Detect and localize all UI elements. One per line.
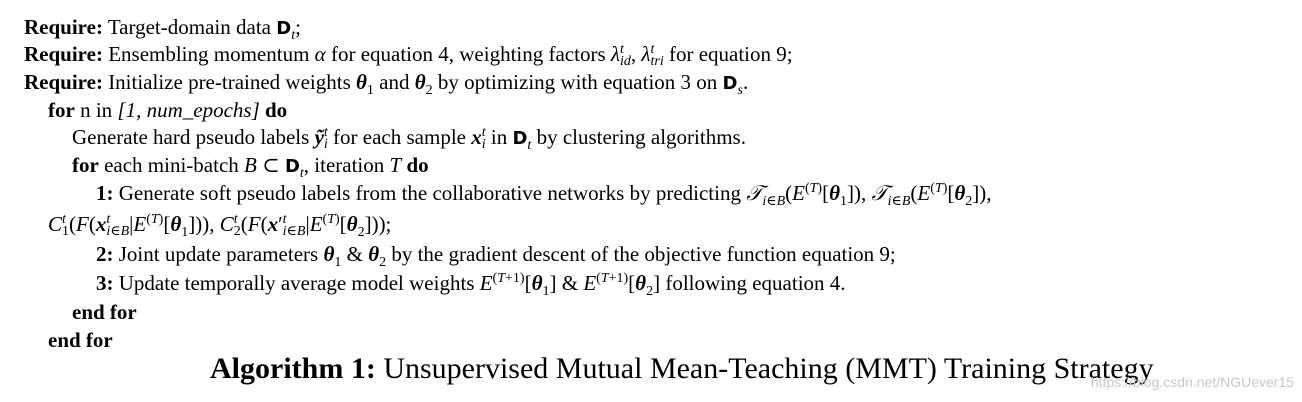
inner-for-line — [72, 152, 429, 180]
require-text: for equation 4, weighting factors — [325, 42, 611, 66]
caption-label: Algorithm 1: — [210, 352, 376, 385]
step-1-continuation — [48, 211, 392, 241]
y-tilde-symbol: ỹ — [314, 125, 324, 149]
punct: ; — [295, 15, 301, 39]
step-text: in — [485, 125, 513, 149]
lambda-symbol: λ — [641, 42, 651, 66]
theta-symbol: θ — [323, 242, 335, 266]
require-line-2 — [24, 41, 793, 68]
blackboard-d-symbol: D — [512, 128, 528, 149]
caption-title: Unsupervised Mutual Mean-Teaching (MMT) Training Strategy — [375, 352, 1154, 385]
require-text: Ensembling momentum — [108, 42, 315, 66]
blackboard-d-symbol: D — [276, 18, 292, 39]
step-2-line — [96, 241, 896, 271]
superscript: t — [323, 125, 328, 140]
outer-for-line — [48, 97, 287, 123]
step-text: by the gradient descent of the objective function equation 9; — [386, 242, 896, 266]
require-text: Target-domain data — [107, 15, 277, 39]
step-text: Update temporally average model weights — [113, 271, 480, 295]
for-keyword: for — [72, 153, 99, 177]
outer-end-for — [48, 327, 113, 353]
blackboard-d-symbol: D — [284, 156, 300, 177]
x-symbol: x — [471, 125, 482, 149]
end-for-keyword: end for — [48, 328, 113, 352]
step-text: Generate soft pseudo labels from the collaborative networks by predicting — [113, 181, 747, 205]
require-text: for equation 9; — [663, 42, 793, 66]
step-3-formula-a: $E^{(T+1)}[\theta_1]$ & $E^{(T+1)}[\theta_2]$ — [479, 271, 661, 300]
theta-symbol: θ — [368, 242, 380, 266]
batch-expr: B ⊂ — [244, 153, 285, 177]
superscript: t — [619, 42, 624, 57]
subscript: t — [299, 166, 304, 182]
theta-symbol: θ — [414, 70, 426, 94]
superscript: t — [650, 42, 655, 57]
subscript: s — [737, 83, 743, 99]
subscript: 2 — [379, 255, 387, 271]
require-keyword: Require: — [24, 15, 103, 39]
subscript: id — [619, 54, 631, 69]
step-text: for each sample — [327, 125, 472, 149]
end-for-keyword: end for — [72, 300, 137, 324]
loop-text: each mini-batch — [98, 153, 245, 177]
subscript: t — [291, 28, 296, 44]
require-text: by optimizing with equation 3 on — [432, 70, 723, 94]
step-text: & — [341, 242, 369, 266]
do-keyword: do — [406, 153, 429, 177]
step-1-formula: $𝒯_{i\in B}(E^{(T)}[\theta_1])$, $𝒯_{i\in B}(E^{(T)}[\theta_2])$, — [746, 181, 992, 210]
blackboard-d-symbol: D — [722, 73, 738, 94]
step-text: by clustering algorithms. — [531, 125, 746, 149]
step-1-line — [96, 180, 992, 210]
require-line-1 — [24, 14, 301, 42]
require-text: and — [373, 70, 415, 94]
subscript: tri — [650, 54, 664, 69]
subscript: t — [527, 138, 532, 154]
step-text: Joint update parameters — [113, 242, 324, 266]
subscript: i — [481, 137, 486, 152]
loop-text: n in — [74, 98, 118, 122]
comma: , — [630, 42, 642, 66]
iteration-symbol: T — [389, 153, 402, 177]
step-number: 1: — [96, 181, 114, 205]
punct: . — [742, 70, 749, 94]
subscript: 1 — [334, 255, 342, 271]
subscript: i — [323, 137, 328, 152]
theta-symbol: θ — [356, 70, 367, 94]
for-keyword: for — [48, 98, 75, 122]
lambda-symbol: λ — [610, 42, 620, 66]
step-text: Generate hard pseudo labels — [72, 125, 315, 149]
pseudo-label-line — [72, 124, 746, 152]
step-number: 3: — [96, 271, 114, 295]
step-number: 2: — [96, 242, 114, 266]
algorithm-caption — [210, 352, 1154, 386]
inner-end-for — [72, 299, 137, 325]
step-1-formula-cont: C t 1 (F(x t i∈B $|E^{(T)}[\theta_1]$)), C t 2 (F(x′ t i∈B $|E^{(T)}[\theta_2]$)); — [48, 212, 392, 241]
do-keyword: do — [265, 98, 288, 122]
step-3-line — [96, 270, 846, 300]
require-line-3 — [24, 69, 748, 97]
alpha-symbol: α — [314, 42, 326, 66]
step-text: following equation 4. — [660, 271, 846, 295]
require-keyword: Require: — [24, 42, 103, 66]
loop-text: , iteration — [303, 153, 390, 177]
subscript: 2 — [425, 83, 433, 99]
require-keyword: Require: — [24, 70, 103, 94]
watermark-text: https://blog.csdn.net/NGUever15 — [1090, 374, 1294, 390]
epoch-range: [1, num_epochs] — [117, 98, 260, 122]
require-text: Initialize pre-trained weights — [108, 70, 357, 94]
subscript: 1 — [366, 83, 374, 99]
superscript: t — [481, 125, 486, 140]
